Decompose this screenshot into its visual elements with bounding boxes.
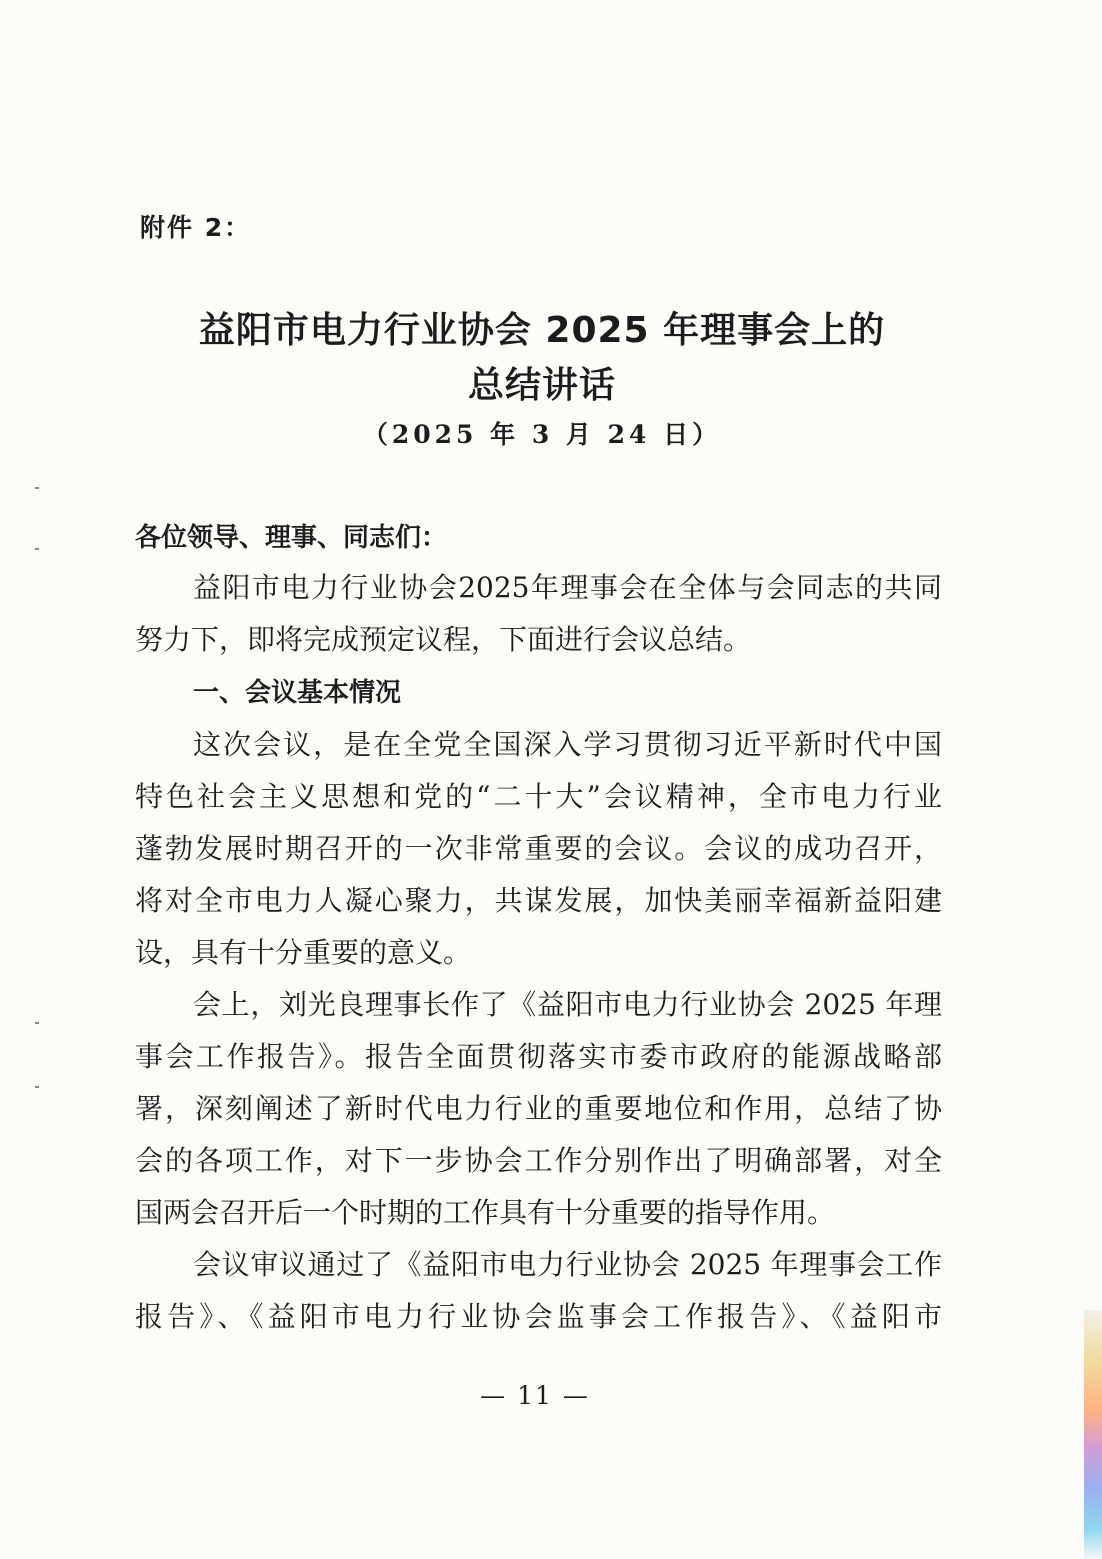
salutation: 各位领导、理事、同志们： <box>135 523 448 553</box>
paragraph-2-line-2: 特色社会主义思想和党的“二十大”会议精神，全市电力行业 <box>135 780 942 813</box>
scan-margin-mark <box>35 1022 39 1024</box>
scan-color-edge <box>1084 1310 1102 1559</box>
scan-margin-mark <box>35 487 39 489</box>
scan-margin-mark <box>35 548 39 550</box>
paragraph-1-line-1: 益阳市电力行业协会2025年理事会在全体与会同志的共同 <box>193 571 942 604</box>
page-number: — 11 — <box>480 1381 590 1410</box>
paragraph-4-line-1: 会议审议通过了《益阳市电力行业协会 2025 年理事会工作 <box>193 1248 942 1281</box>
paragraph-3-line-2: 事会工作报告》。报告全面贯彻落实市委市政府的能源战略部 <box>135 1040 942 1073</box>
paragraph-2-line-4: 将对全市电力人凝心聚力，共谋发展，加快美丽幸福新益阳建 <box>135 884 942 917</box>
paragraph-2-line-1: 这次会议，是在全党全国深入学习贯彻习近平新时代中国 <box>193 728 942 761</box>
scan-margin-mark <box>35 1086 39 1088</box>
paragraph-3-line-5: 国两会召开后一个时期的工作具有十分重要的指导作用。 <box>135 1196 836 1229</box>
paragraph-2-line-3: 蓬勃发展时期召开的一次非常重要的会议。会议的成功召开， <box>135 832 942 865</box>
document-title-line-1: 益阳市电力行业协会 2025 年理事会上的 <box>198 310 886 351</box>
paragraph-3-line-3: 署，深刻阐述了新时代电力行业的重要地位和作用，总结了协 <box>135 1092 942 1125</box>
section-heading-1: 一、会议基本情况 <box>193 678 402 708</box>
document-date: （2025 年 3 月 24 日） <box>362 420 722 449</box>
paragraph-1-line-2: 努力下，即将完成预定议程，下面进行会议总结。 <box>135 623 752 656</box>
paragraph-4-line-2: 报告》、《益阳市电力行业协会监事会工作报告》、《益阳市 <box>135 1300 942 1333</box>
paragraph-2-line-5: 设，具有十分重要的意义。 <box>135 936 472 969</box>
paragraph-3-line-4: 会的各项工作，对下一步协会工作分别作出了明确部署，对全 <box>135 1144 942 1177</box>
document-title-line-2: 总结讲话 <box>467 365 616 406</box>
attachment-label: 附件 2： <box>140 213 252 242</box>
paragraph-3-line-1: 会上，刘光良理事长作了《益阳市电力行业协会 2025 年理 <box>193 988 942 1021</box>
